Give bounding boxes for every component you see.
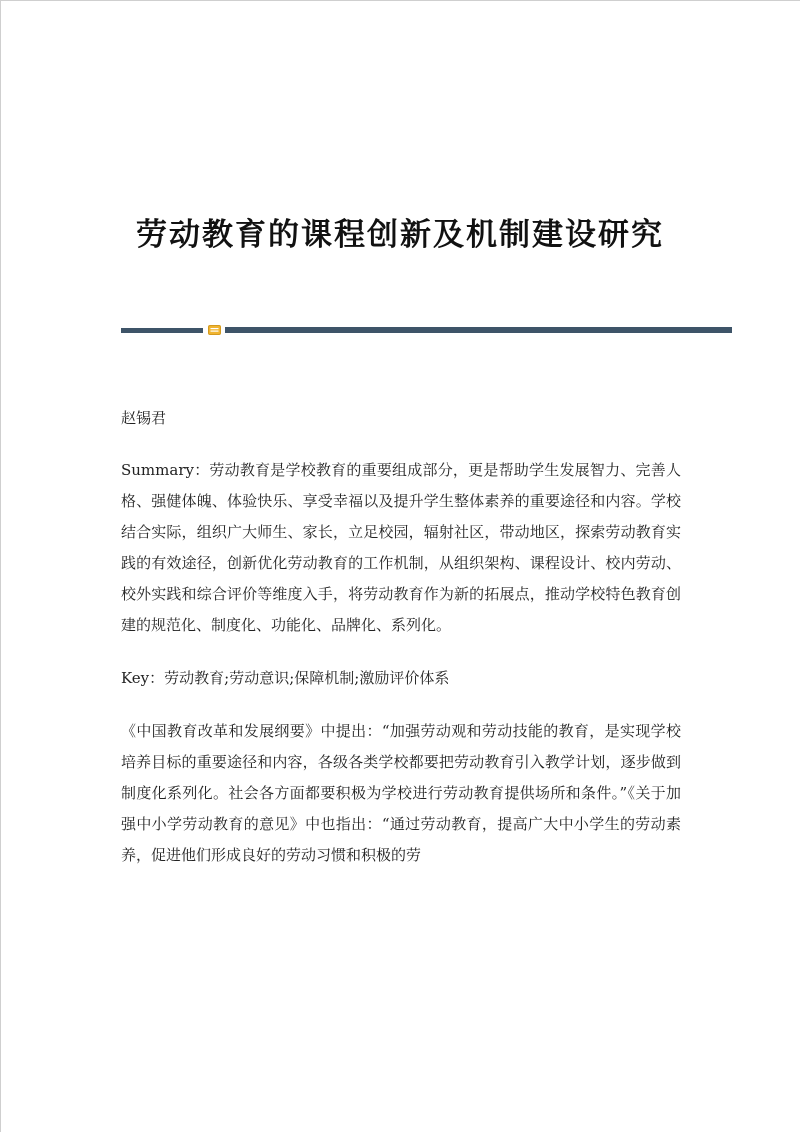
divider-bar-left bbox=[121, 328, 203, 333]
author-name: 赵锡君 bbox=[121, 409, 167, 427]
document-body bbox=[121, 403, 681, 871]
keywords-line: Key：劳动教育;劳动意识;保障机制;激励评价体系 bbox=[121, 669, 450, 687]
document-title: 劳动教育的课程创新及机制建设研究 bbox=[136, 216, 664, 253]
document-emblem-icon bbox=[208, 325, 221, 335]
body-paragraph: 《中国教育改革和发展纲要》中提出：“加强劳动观和劳动技能的教育，是实现学校培养目标的重要途径和内容，各级各类学校都要把劳动教育引入教学计划，逐步做到制度化系列化。社会各方面都要积极为学校进行劳动教育提供场所和条件。”《关于加强中小学劳动教育的意见》中也指出：“通过劳动教育，提高广大中小学生的劳动素养，促进他们形成良好的劳动习惯和积极的劳 bbox=[121, 722, 681, 864]
summary-paragraph: Summary：劳动教育是学校教育的重要组成部分，更是帮助学生发展智力、完善人格、强健体魄、体验快乐、享受幸福以及提升学生整体素养的重要途径和内容。学校结合实际，组织广大师生、家长，立足校园，辐射社区，带动地区，探索劳动教育实践的有效途径，创新优化劳动教育的工作机制，从组织架构、课程设计、校内劳动、校外实践和综合评价等维度入手，将劳动教育作为新的拓展点，推动学校特色教育创建的规范化、制度化、功能化、品牌化、系列化。 bbox=[121, 461, 681, 634]
title-divider bbox=[121, 325, 732, 335]
divider-bar-right bbox=[225, 327, 732, 333]
